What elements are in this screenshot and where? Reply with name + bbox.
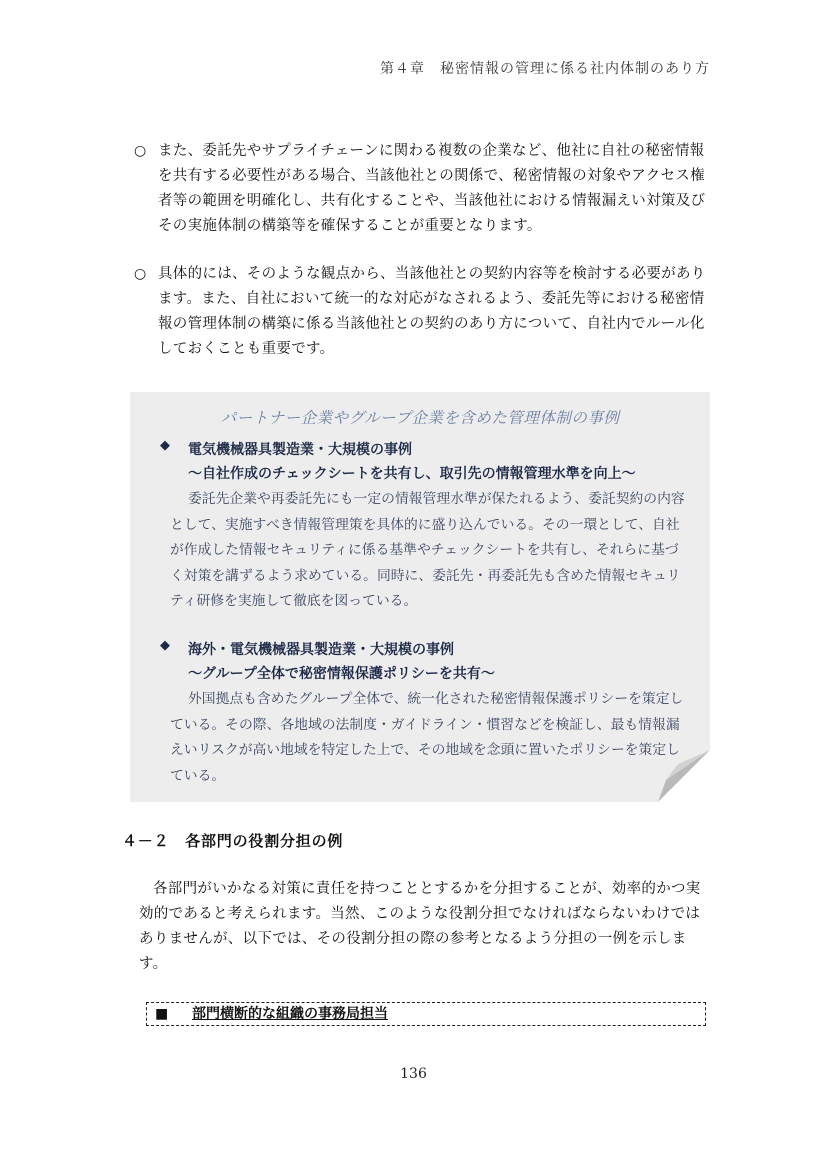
chapter-header: 第４章 秘密情報の管理に係る社内体制のあり方 [380,61,710,77]
circle-bullet-icon: ○ [134,143,147,159]
case-subtitle: ～グループ全体で秘密情報保護ポリシーを共有～ [188,666,495,682]
case-item [160,438,685,615]
square-bullet-icon: ■ [155,1006,169,1022]
circle-bullet-icon: ○ [134,266,147,282]
case-body: 委託先企業や再委託先にも一定の情報管理水準が保たれるよう、委託契約の内容として、実施すべき情報管理策を具体的に盛り込んでいる。その一環として、自社が作成した情報セキュリティに係る基準やチェックシートを共有し、それらに基づく対策を講ずるよう求めている。同時に、委託先・再委託先も含めた情報セキュリティ研修を実施して徹底を図っている。 [170,491,685,609]
bullet-paragraph [134,262,714,362]
case-body: 外国拠点も含めたグループ全体で、統一化された秘密情報保護ポリシーを策定している。その際、各地域の法制度・ガイドライン・慣習などを検証し、最も情報漏えいリスクが高い地域を特定した上で、その地域を念頭に置いたポリシーを策定している。 [170,691,684,784]
case-subtitle: ～自社作成のチェックシートを共有し、取引先の情報管理水準を向上～ [188,466,636,482]
department-label: 部門横断的な組織の事務局担当 [191,1006,388,1022]
section-title: ４－２ 各部門の役割分担の例 [122,832,344,850]
bullet-paragraph [134,139,714,239]
page-curl-icon [658,750,710,802]
department-box [146,1002,706,1026]
bullet-text: 具体的には、そのような観点から、当該他社との契約内容等を検討する必要があります。また、自社において統一的な対応がなされるよう、委託先等における秘密情報の管理体制の構築に係る当該他社との契約のあり方について、自社内でルール化しておくことも重要です。 [158,266,706,357]
case-study-box [130,392,710,802]
page-number: 136 [400,1066,427,1082]
bullet-text: また、委託先やサプライチェーンに関わる複数の企業など、他社に自社の秘密情報を共有する必要性がある場合、当該他社との関係で、秘密情報の対象やアクセス権者等の範囲を明確化し、共有化することや、当該他社における情報漏えい対策及びその実施体制の構築等を確保することが重要となります。 [158,143,706,234]
diamond-bullet-icon: ◆ [160,638,170,653]
diamond-bullet-icon: ◆ [160,438,170,453]
case-box-title: パートナー企業やグループ企業を含めた管理体制の事例 [220,409,620,427]
case-title: 電気機械器具製造業・大規模の事例 [188,442,412,458]
section-paragraph: 各部門がいかなる対策に責任を持つこととするかを分担することが、効率的かつ実効的であると考えられます。当然、このような役割分担でなければならないわけではありませんが、以下では、その役割分担の際の参考となるよう分担の一例を示します。 [139,881,701,972]
case-item [160,638,685,789]
case-title: 海外・電気機械器具製造業・大規模の事例 [188,642,454,658]
